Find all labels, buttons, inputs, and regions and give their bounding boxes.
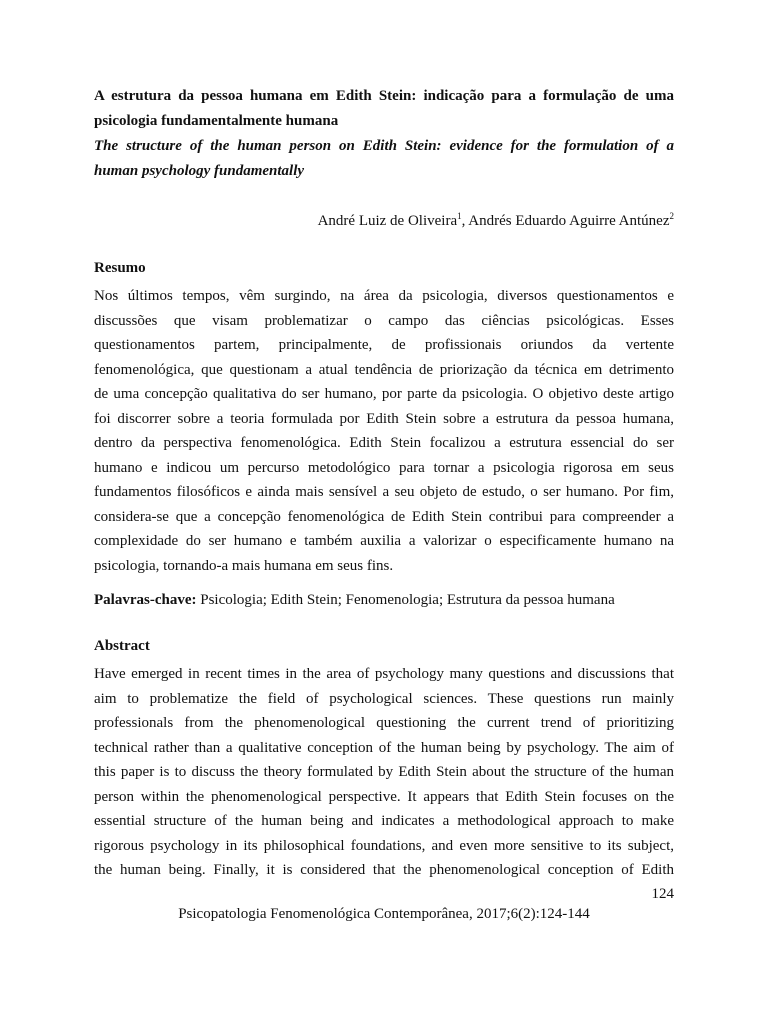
author-name: André Luiz de Oliveira [317,213,458,229]
abstract-line: professionals from the phenomenological questioning the current trend of prioritizing [94,715,674,731]
resumo-line: complexidade do ser humano e também auxilia a valorizar o especificamente humano na [94,533,674,549]
resumo-heading: Resumo [94,260,146,276]
title-en-line: The structure of the human person on Edith Stein: evidence for the formulation of a [94,138,674,154]
resumo-body [94,284,674,578]
keywords-line [94,588,674,613]
abstract-line: Have emerged in recent times in the area of psychology many questions and discussions that [94,666,674,682]
resumo-line: questionamentos partem, principalmente, de profissionais oriundos da vertente [94,337,674,353]
title-pt-line: A estrutura da pessoa humana em Edith Stein: indicação para a formulação de uma [94,88,674,104]
author-list [318,209,674,233]
abstract-line: this paper is to discuss the theory formulated by Edith Stein about the structure of the human [94,764,674,780]
resumo-line: dentro da perspectiva fenomenológica. Edith Stein focalizou a estrutura essencial do ser [94,435,674,451]
title-pt-line: psicologia fundamentalmente humana [94,112,339,129]
resumo-line: discussões que visam problematizar o campo das ciências psicológicas. Esses [94,312,674,329]
author-name: Andrés Eduardo Aguirre Antúnez [468,213,670,229]
abstract-line: technical rather than a qualitative conception of the human being by psychology. The aim of [94,739,674,756]
author-affiliation-marker: 2 [669,211,674,221]
title-portuguese [94,84,674,133]
resumo-line: Nos últimos tempos, vêm surgindo, na área da psicologia, diversos questionamentos e [94,288,674,304]
author-separator: , [461,213,469,229]
abstract-line: aim to problematize the field of psychological sciences. These questions run mainly [94,690,674,707]
resumo-line: foi discorrer sobre a teoria formulada por Edith Stein sobre a estrutura da pessoa humana, [94,410,674,427]
title-en-line: human psychology fundamentally [94,162,305,179]
title-english [94,134,674,183]
resumo-line: fenomenológica, que questionam a atual tendência de priorização da técnica em detrimento [94,361,674,378]
abstract-body [94,662,674,883]
keywords-label: Palavras-chave: [94,592,197,608]
abstract-line: person within the phenomenological perspective. It appears that Edith Stein focuses on the [94,788,674,805]
journal-footer: Psicopatologia Fenomenológica Contemporânea, 2017;6(2):124-144 [178,906,590,922]
abstract-line: the human being. Finally, it is considered that the phenomenological conception of Edith [94,862,674,878]
abstract-line: rigorous psychology in its philosophical foundations, and even more sensitive to its subject, [94,837,674,854]
resumo-line: humano e indicou um percurso metodológico para tornar a psicologia rigorosa em seus [94,459,674,476]
page-number: 124 [651,886,674,902]
keywords-text: Psicologia; Edith Stein; Fenomenologia; Estrutura da pessoa humana [196,592,615,608]
resumo-line: fundamentos filosóficos e ainda mais sensível a seu objeto de estudo, o ser humano. Por fim, [94,484,674,500]
abstract-heading: Abstract [94,638,150,654]
resumo-line: considera-se que a concepção fenomenológica de Edith Stein contribui para compreender a [94,508,674,525]
resumo-line: psicologia, tornando-a mais humana em seus fins. [94,557,394,574]
resumo-line: de uma concepção qualitativa do ser humano, por parte da psicologia. O objetivo deste artigo [94,386,674,402]
author-affiliation-marker: 1 [457,211,462,221]
abstract-line: essential structure of the human being and indicates a methodological approach to make [94,813,674,829]
